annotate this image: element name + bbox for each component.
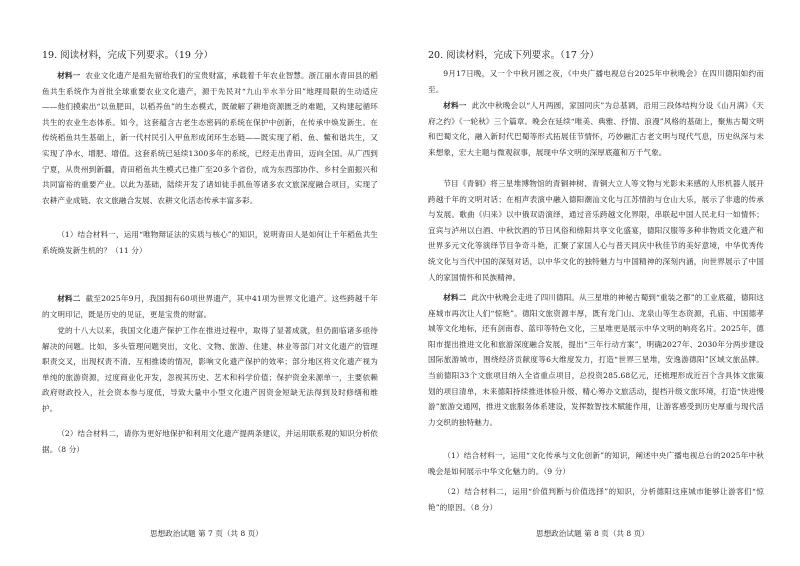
question-20-part-1: （1）结合材料一，运用“文化传承与文化创新”的知识，阐述中央广播电视总台的2025年中秋晚会是如何展示中华文化魅力的。（9 分）	[428, 451, 764, 476]
material-2-text: 截至2025年9月，我国拥有60项世界遗产，其中41项为世界文化遗产。这些跨越千年的文明印记，既是历史的见证，更是宝贵的财富。	[42, 294, 379, 319]
question-19-part-1: （1）结合材料一，运用“唯物辩证法的实质与核心”的知识，说明青田人是如何让千年稻鱼共生系统焕发新生机的？（11 分）	[42, 230, 378, 255]
material-1-text: 农业文化遗产是祖先留给我们的宝贵财富，承载着千年农业智慧。浙江丽水青田县的稻鱼共生系统作为首批全球重要农业文化遗产，源于先民对“九山半水半分田”地理局限的生动适应——他们摸索出“以鱼肥田，以稻养鱼”的生态模式，既破解了耕地资源匮乏的难题，又构建起循环共生的农业生态体系。如今，这套蕴含古老生态密码的系统在保护中创新，在传承中焕发新生。在传统稻鱼共生基础上，新一代村民引入甲鱼形成闭环生态链——既实现了稻、鱼、鳖和谐共生，又实现了净水、增肥、增值。这套系统已延续1300多年的系统，已经走出青田，迈向全国。从广西到宁夏，从贵州到新疆，青田稻鱼共生模式已推广至20多个省份，成为东西部协作、乡村全面振兴和共同富裕的重要产业。以此为基础，陆续开发了诸如徒手抓鱼等诸多农文旅深度融合项目，实现了农耕产业成链、农文旅融合发展、农耕文化活态传承丰富多彩。	[42, 71, 378, 205]
right-material-1-paragraph-2: 节目《青铜》将三星堆博物馆的青铜神树、青铜大立人等文物与光影未来感的人形机器人展开跨越千年的文明对话；在相声表演中融入德阳潮汕文化与江苏情韵与仓山大乐，展示了非遗的传承与发展。歌曲《归来》以中俄双语演绎，通过音乐跨越文化界限，串联起中国人民北归一如情怀；宜宾与泸州以白酒、中秋饮酒的节日风俗和绵阳共享文化盛宴，德阳汉服等多种非物质文化遗产和世界多元文化等演绎节目争奇斗艳，汇聚了家国人心与普天同庆中秋佳节的美好意境，中华优秀传统文化与当代中国的深刻对话，以中华文化的独特魅力与中国精神的深刻内涵，向世界展示了中国人的家国情怀和民族精神。	[428, 179, 764, 282]
question-20-title: 20. 阅读材料，完成下列要求。（17 分）	[428, 50, 599, 61]
right-material-1-paragraph	[428, 98, 764, 160]
question-19-title: 19. 阅读材料，完成下列要求。（19 分）	[42, 50, 213, 61]
right-material-2-label: 材料二	[443, 293, 467, 302]
material-2-label: 材料二	[57, 294, 81, 303]
material-1-paragraph	[42, 68, 378, 208]
question-19-part-2: （2）结合材料二，请你为更好地保护和利用文化遗产提两条建议，并运用联系观的知识分析依据。（8 分）	[42, 429, 378, 454]
material-1-label: 材料一	[57, 71, 81, 80]
right-material-1-label: 材料一	[443, 101, 467, 110]
right-material-2-paragraph	[428, 290, 764, 430]
left-page	[42, 0, 382, 566]
right-material-1-text: 此次中秋晚会以“人月两圆，家国同庆”为总基调，沿用三段体结构分设《山月满》《天府之约》《一轮秋》三个篇章。晚会在延续“唯美、典雅、抒情、浪漫”风格的基础上，聚焦古蜀文明和巴蜀文化，融入新时代巴蜀等形式拓展佳节情怀，巧妙融汇古老文明与现代气息，历史纵深与未来想象，宏大主题与微观叙事，展现中华文明的深厚底蕴和万千气象。	[428, 101, 764, 157]
question-20-intro: 9月17日晚，又一个中秋月圆之夜，《中央广播电视总台2025年中秋晚会》在四川德阳如约而至。	[428, 69, 764, 94]
page-footer-left: 思想政治试题 第 7 页（共 8 页）	[150, 529, 263, 538]
material-2-paragraph-2: 党的十八大以来，我国文化遗产保护工作在推进过程中，取得了显著成就，但仍面临诸多亟待解决的问题。比如，多头管理问题突出，文化、文物、旅游、住建、林业等部门对文化遗产的管理职责交叉，出现权责不清、互相推诿的情况，影响文化遗产保护的效率；部分地区将文化遗产视为单纯的旅游资源，过度商业化开发，忽视其历史、艺术和科学价值；保护资金来源单一，主要依赖政府财政投入，社会资本参与度低，导致大量中小型文化遗产因资金短缺无法得到及时修缮和维护。	[42, 326, 378, 413]
question-20-part-2: （2）结合材料二，运用“价值判断与价值选择”的知识，分析德阳这座城市能够让游客们“惊艳”的原因。（8 分）	[428, 487, 764, 512]
page-footer-right: 思想政治试题 第 8 页（共 8 页）	[536, 529, 649, 538]
right-material-2-text: 此次中秋晚会走进了四川德阳。从三星堆的神秘古蜀到“重装之都”的工业底蕴，德阳这座城市再次让人们“惊艳”。德阳文旅资源丰厚，既有龙门山、龙泉山等生态资源，孔庙、中国德孝城等文化地标，还有剑南春、蓝印等特色文化，三星堆更是展示中华文明的响亮名片。2025年，德阳市提出推进文化和旅游深度融合发展，提出“三年行动方案”，明确2027年、2030年分两步建设国际旅游城市，围绕经济贡献度等6大维度发力，打造“世界三星堆，安逸游德阳”区域文旅品牌。当前德阳33个文旅项目纳入全省重点项目，总投资285.68亿元，还梳理形成近百个含具体文旅策划的项目清单，未来德阳持续推进体验升级、精心筹办文旅活动，提档升级文旅环境，打造“快进慢游”旅游交通网，推进文旅服务体系建设，发挥数智技术赋能作用，让游客感受到历史厚重与现代活力交织的独特魅力。	[428, 293, 764, 427]
right-page	[428, 0, 768, 566]
material-2-paragraph	[42, 291, 378, 322]
